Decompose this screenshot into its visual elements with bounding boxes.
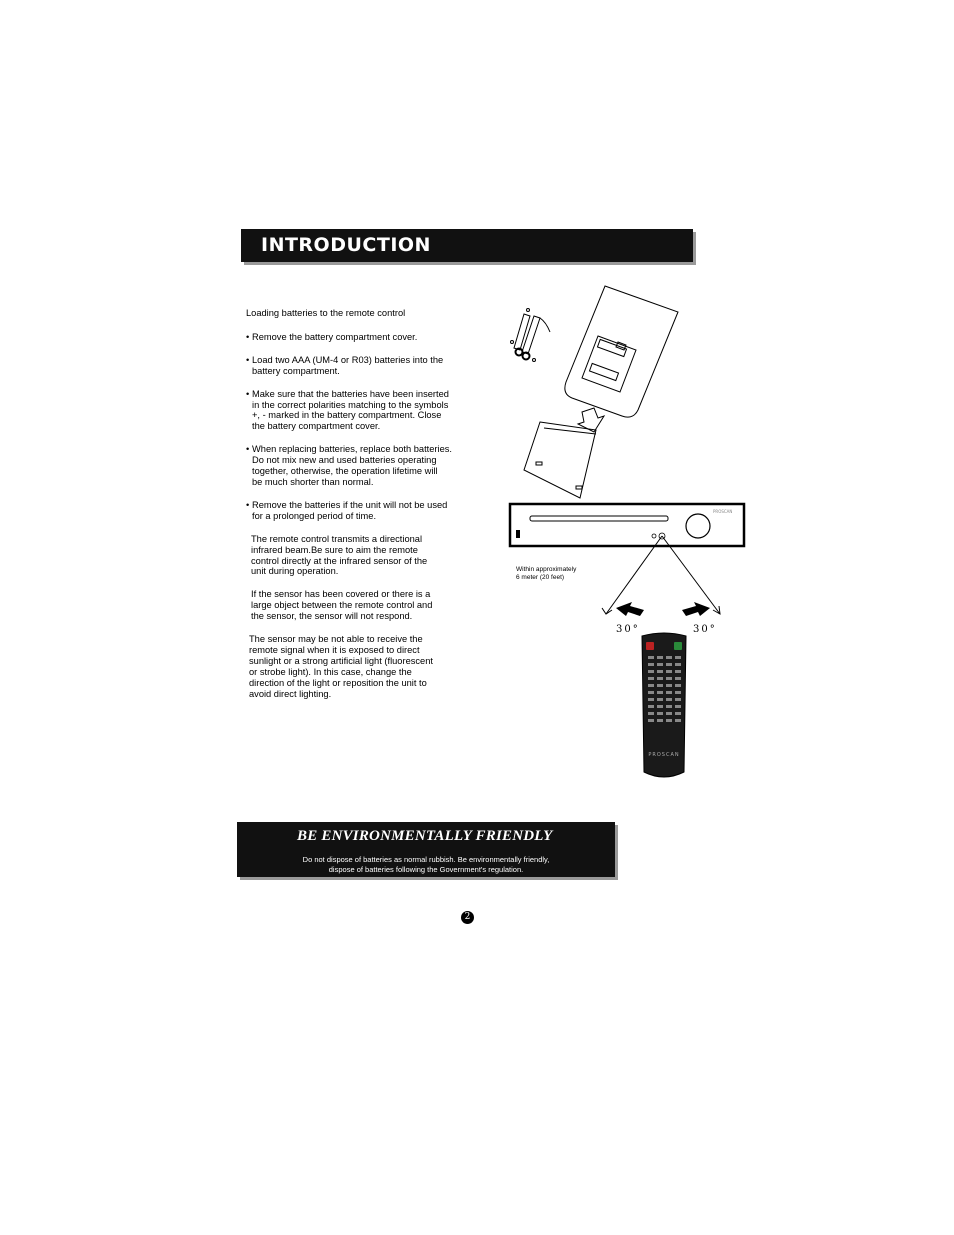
section-title: INTRODUCTION (261, 234, 431, 256)
bullet-line: Make sure that the batteries have been inserted (252, 388, 449, 399)
paragraph-line: unit during operation. (251, 566, 339, 577)
instructions-intro: Loading batteries to the remote control (246, 308, 406, 318)
bullet-icon: • (246, 331, 250, 342)
instruction-paragraph (246, 589, 461, 622)
paragraph-line: large object between the remote control and (251, 600, 433, 611)
bullet-line: together, otherwise, the operation lifetime will (252, 466, 438, 477)
environment-text (237, 855, 615, 874)
environment-banner (237, 822, 615, 877)
battery-cover-icon (524, 422, 596, 498)
bullet-icon: • (246, 388, 250, 399)
battery-loading-illustration (500, 282, 700, 502)
paragraph-line: remote signal when it is exposed to direct (249, 644, 420, 655)
bullet-icon: • (246, 499, 250, 510)
environment-line: dispose of batteries following the Government's regulation. (328, 864, 524, 874)
instruction-paragraph (246, 634, 461, 699)
paragraph-line: control directly at the infrared sensor of the (251, 555, 428, 566)
paragraph-line: the sensor, the sensor will not respond. (251, 611, 413, 622)
bullet-line: the battery compartment cover. (252, 421, 381, 432)
battery-icon (511, 309, 551, 362)
instructions-column (246, 308, 461, 711)
paragraph-line: or strobe light). In this case, change the (249, 666, 412, 677)
bullet-line: +, - marked in the battery compartment. Close (252, 410, 442, 421)
environment-title: BE ENVIRONMENTALLY FRIENDLY (297, 828, 553, 844)
paragraph-line: infrared beam.Be sure to aim the remote (251, 544, 418, 555)
paragraph-line: The sensor may be not able to receive the (249, 634, 423, 645)
bullet-item (246, 444, 461, 488)
bullet-line: battery compartment. (252, 365, 340, 376)
bullet-line: Remove the batteries if the unit will not be used (252, 499, 448, 510)
environment-line: Do not dispose of batteries as normal rubbish. Be environmentally friendly, (302, 855, 550, 864)
dvd-player-icon (510, 504, 744, 546)
bullet-line: for a prolonged period of time. (252, 510, 377, 521)
distance-note (516, 566, 576, 581)
paragraph-line: sunlight or a strong artificial light (fluorescent (249, 655, 433, 666)
bullet-item (246, 332, 461, 343)
bullet-item (246, 355, 461, 377)
bullet-line: Load two AAA (UM-4 or R03) batteries into the (252, 354, 444, 365)
section-header (241, 229, 693, 262)
bullet-line: Remove the battery compartment cover. (252, 331, 418, 342)
remote-control-illustration (600, 560, 710, 790)
paragraph-line: The remote control transmits a directional (251, 533, 423, 544)
bullet-item (246, 500, 461, 522)
remote-control-icon (642, 633, 686, 777)
paragraph-line: If the sensor has been covered or there is a (251, 589, 431, 600)
bullet-line: When replacing batteries, replace both batteries. (252, 444, 452, 455)
paragraph-line: avoid direct lighting. (249, 688, 332, 699)
page-number: 2 (461, 911, 474, 924)
bullet-line: be much shorter than normal. (252, 476, 374, 487)
paragraph-line: direction of the light or reposition the unit to (249, 677, 427, 688)
bullet-line: in the correct polarities matching to the symbols (252, 399, 449, 410)
bullet-icon: • (246, 354, 250, 365)
distance-note-line: 6 meter (20 feet) (516, 573, 565, 581)
instruction-paragraph (246, 534, 461, 578)
bullet-line: Do not mix new and used batteries operating (252, 455, 437, 466)
remote-back-icon (565, 286, 678, 417)
angle-label-left: 30° (616, 624, 640, 635)
angle-label-right: 30° (693, 624, 717, 635)
distance-note-line: Within approximately (516, 566, 577, 573)
player-brand-icon: PROSCAN (713, 509, 733, 514)
remote-brand: PROSCAN (648, 752, 680, 758)
bullet-icon: • (246, 444, 250, 455)
bullet-item (246, 389, 461, 433)
